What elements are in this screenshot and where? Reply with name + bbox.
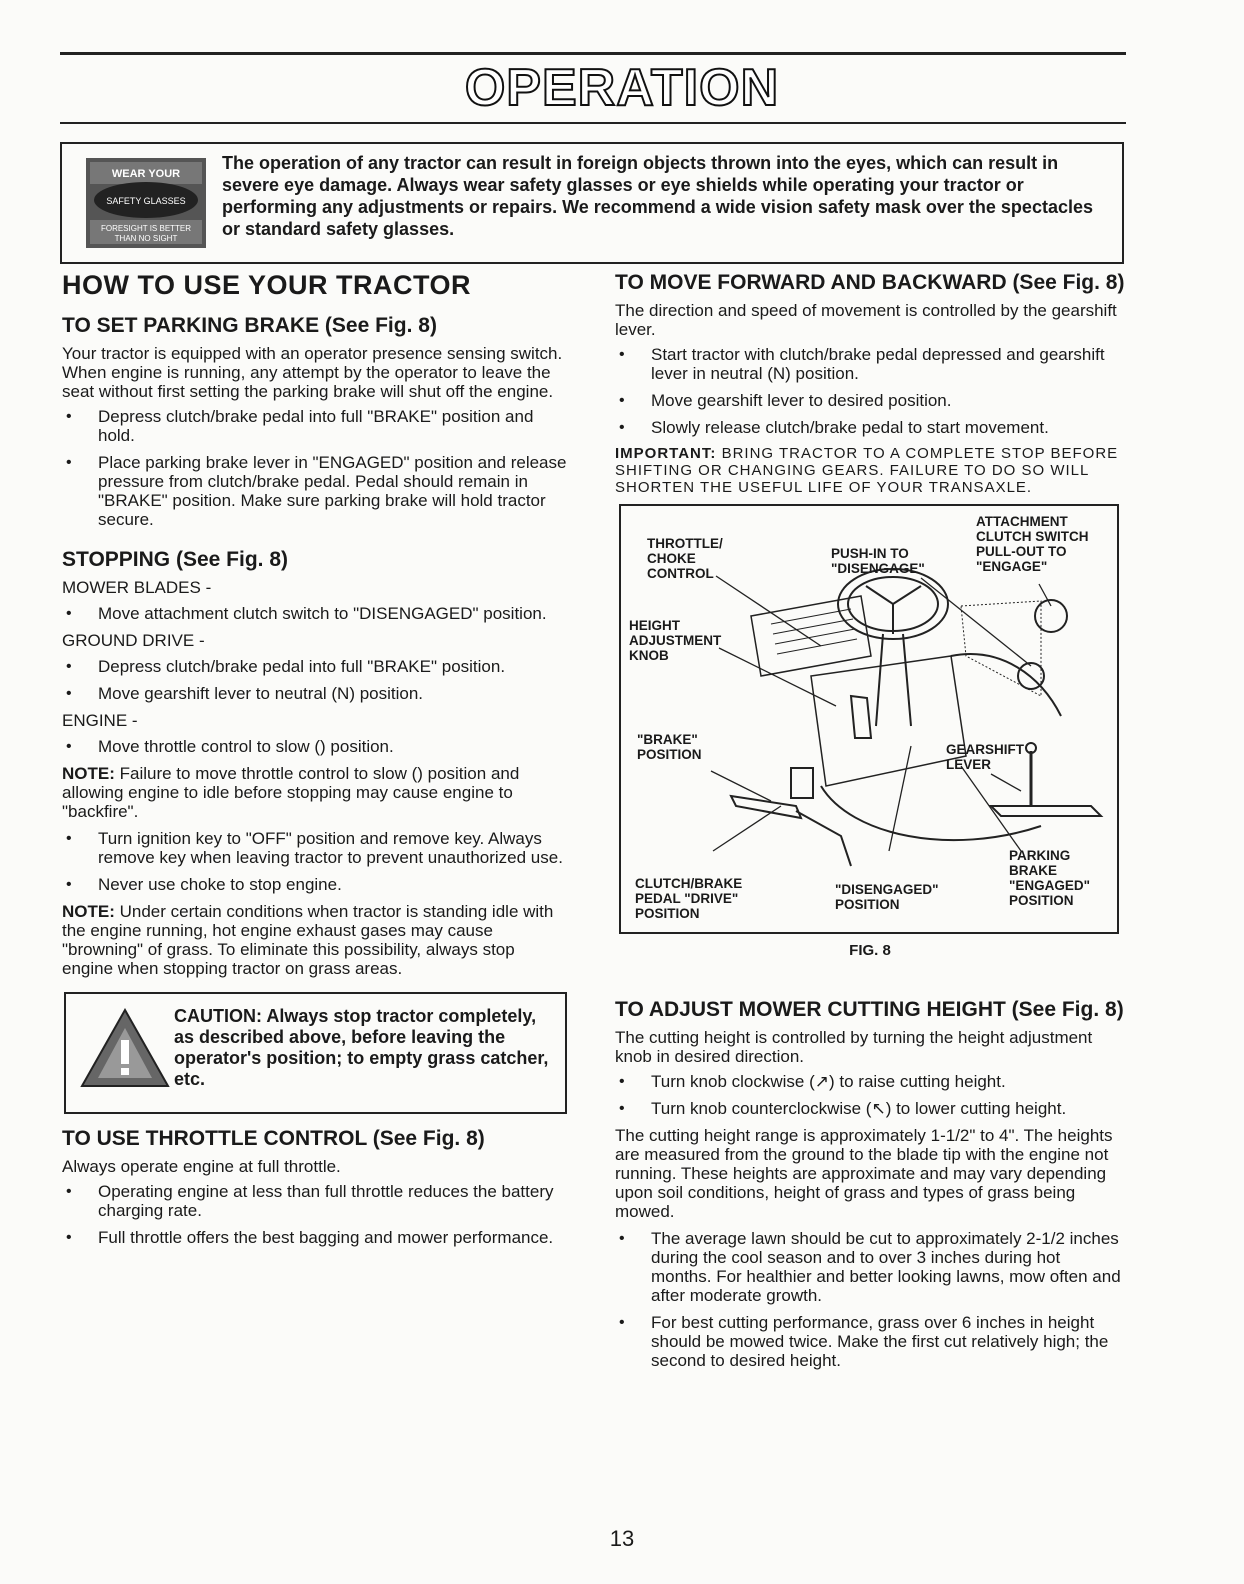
list-item: • The average lawn should be cut to approximately 2-1/2 inches during the cool season and to over 3 inches during hot months. For healthier and better looking lawns, mow often and after moderate growth.: [615, 1229, 1125, 1305]
list-item: • Turn knob counterclockwise (↖) to lower cutting height.: [615, 1099, 1125, 1118]
engine-label: ENGINE -: [62, 711, 138, 730]
warning-triangle-icon: [80, 1008, 170, 1088]
stopping-title: STOPPING (See Fig. 8): [62, 548, 288, 571]
cutting-height-range: The cutting height range is approximately 1-1/2" to 4". The heights are measured from the ground to the blade tip with the engine not running. These heights are approximate and may vary depending upon soil conditions, height of grass and types of grass being mowed.: [615, 1126, 1113, 1221]
cutting-tips-list: [615, 1229, 1125, 1370]
list-item: • Turn knob clockwise (↗) to raise cutting height.: [615, 1072, 1125, 1091]
engine-list: [62, 737, 567, 756]
mower-blades-label: MOWER BLADES -: [62, 578, 212, 597]
note-backfire: [62, 764, 567, 821]
parking-brake-list: [62, 407, 567, 529]
engine-list-2: [62, 829, 567, 894]
label-throttle-choke: THROTTLE/ CHOKE CONTROL: [647, 536, 723, 581]
note-label: NOTE:: [62, 902, 115, 921]
note-label: NOTE:: [62, 764, 115, 783]
important-label: IMPORTANT:: [615, 445, 717, 462]
badge-line-2: SAFETY GLASSES: [106, 196, 186, 206]
label-parking-brake: PARKING BRAKE "ENGAGED" POSITION: [1009, 848, 1091, 908]
list-item: • For best cutting performance, grass over 6 inches in height should be mowed twice. Make the first cut relatively high; the second to desired height.: [615, 1313, 1125, 1370]
important-note: [615, 445, 1125, 496]
safety-warning-text: The operation of any tractor can result in foreign objects thrown into the eyes, which can result in severe eye damage. Always wear safety glasses or eye shields while operating your tractor or performing any adjustments or repairs. We recommend a wide vision safety mask over the spectacles or standard safety glasses.: [222, 153, 1093, 239]
move-title: TO MOVE FORWARD AND BACKWARD (See Fig. 8): [615, 271, 1125, 294]
caution-text: CAUTION: Always stop tractor completely, as described above, before leaving the operator's position; to empty grass catcher, etc.: [174, 1006, 549, 1089]
list-item: • Place parking brake lever in "ENGAGED" position and release pressure from clutch/brake pedal. Pedal should remain in "BRAKE" position. Make sure parking brake will hold tractor secure.: [62, 453, 567, 529]
cutting-height-title: TO ADJUST MOWER CUTTING HEIGHT (See Fig. 8): [615, 998, 1124, 1021]
badge-line-1: WEAR YOUR: [111, 168, 181, 180]
right-column: [615, 270, 1125, 1378]
ground-drive-label: GROUND DRIVE -: [62, 631, 205, 650]
parking-brake-title: TO SET PARKING BRAKE (See Fig. 8): [62, 314, 437, 337]
safety-glasses-badge-icon: [86, 158, 206, 248]
list-item: • Start tractor with clutch/brake pedal depressed and gearshift lever in neutral (N) position.: [615, 345, 1125, 383]
page-title: OPERATION: [464, 59, 780, 117]
parking-brake-intro: Your tractor is equipped with an operator presence sensing switch. When engine is running, any attempt by the operator to leave the seat without first setting the parking brake will shut off the engine.: [62, 344, 563, 401]
list-item: • Full throttle offers the best bagging and mower performance.: [62, 1228, 567, 1247]
list-item: • Move attachment clutch switch to "DISENGAGED" position.: [62, 604, 567, 623]
figure-8-box: [619, 504, 1119, 934]
label-clutch-brake-pedal: CLUTCH/BRAKE PEDAL "DRIVE" POSITION: [635, 876, 743, 921]
list-item: • Move gearshift lever to neutral (N) position.: [62, 684, 567, 703]
label-gearshift: GEARSHIFT LEVER: [946, 742, 1025, 772]
page-number: 13: [609, 1526, 635, 1551]
list-item: • Slowly release clutch/brake pedal to start movement.: [615, 418, 1125, 437]
cutting-height-list: [615, 1072, 1125, 1118]
throttle-title: TO USE THROTTLE CONTROL (See Fig. 8): [62, 1127, 485, 1150]
list-item: • Depress clutch/brake pedal into full "BRAKE" position and hold.: [62, 407, 567, 445]
top-rule: [60, 52, 1126, 55]
throttle-list: [62, 1182, 567, 1247]
throttle-intro: Always operate engine at full throttle.: [62, 1157, 341, 1176]
label-disengaged-position: "DISENGAGED" POSITION: [835, 882, 939, 912]
badge-line-4: THAN NO SIGHT: [114, 234, 178, 243]
list-item: • Never use choke to stop engine.: [62, 875, 567, 894]
caution-box: [64, 992, 567, 1114]
ground-drive-list: [62, 657, 567, 703]
cutting-height-intro: The cutting height is controlled by turning the height adjustment knob in desired direction.: [615, 1028, 1093, 1066]
figure-caption: FIG. 8: [849, 942, 891, 959]
badge-line-3: FORESIGHT IS BETTER: [100, 224, 192, 233]
move-list: [615, 345, 1125, 437]
list-item: • Depress clutch/brake pedal into full "BRAKE" position.: [62, 657, 567, 676]
label-attachment-clutch: ATTACHMENT CLUTCH SWITCH PULL-OUT TO "ENGAGE": [976, 514, 1089, 574]
section-heading-how-to-use: HOW TO USE YOUR TRACTOR: [62, 270, 472, 300]
label-brake-position: "BRAKE" POSITION: [637, 732, 702, 762]
safety-warning-box: [60, 142, 1124, 264]
note-browning: [62, 902, 567, 978]
list-item: • Move gearshift lever to desired position.: [615, 391, 1125, 410]
important-text: BRING TRACTOR TO A COMPLETE STOP BEFORE SHIFTING OR CHANGING GEARS. FAILURE TO DO SO WILL SHORTEN THE USEFUL LIFE OF YOUR TRANSAXLE.: [615, 445, 1119, 496]
move-intro: The direction and speed of movement is controlled by the gearshift lever.: [615, 301, 1117, 339]
list-item: • Move throttle control to slow () position.: [62, 737, 567, 756]
note-text: Under certain conditions when tractor is standing idle with the engine running, hot engine exhaust gases may cause "browning" of grass. To eliminate this possibility, always stop engine when stopping tractor on grass areas.: [62, 902, 554, 978]
list-item: • Operating engine at less than full throttle reduces the battery charging rate.: [62, 1182, 567, 1220]
title-rule: [60, 122, 1126, 124]
note-text: Failure to move throttle control to slow () position and allowing engine to idle before stopping may cause engine to "backfire".: [62, 764, 520, 821]
mower-blades-list: [62, 604, 567, 623]
label-height-knob: HEIGHT ADJUSTMENT KNOB: [629, 618, 722, 663]
left-column: [62, 270, 567, 1255]
label-push-in: PUSH-IN TO "DISENGAGE": [831, 546, 925, 576]
list-item: • Turn ignition key to "OFF" position and remove key. Always remove key when leaving tractor to prevent unauthorized use.: [62, 829, 567, 867]
